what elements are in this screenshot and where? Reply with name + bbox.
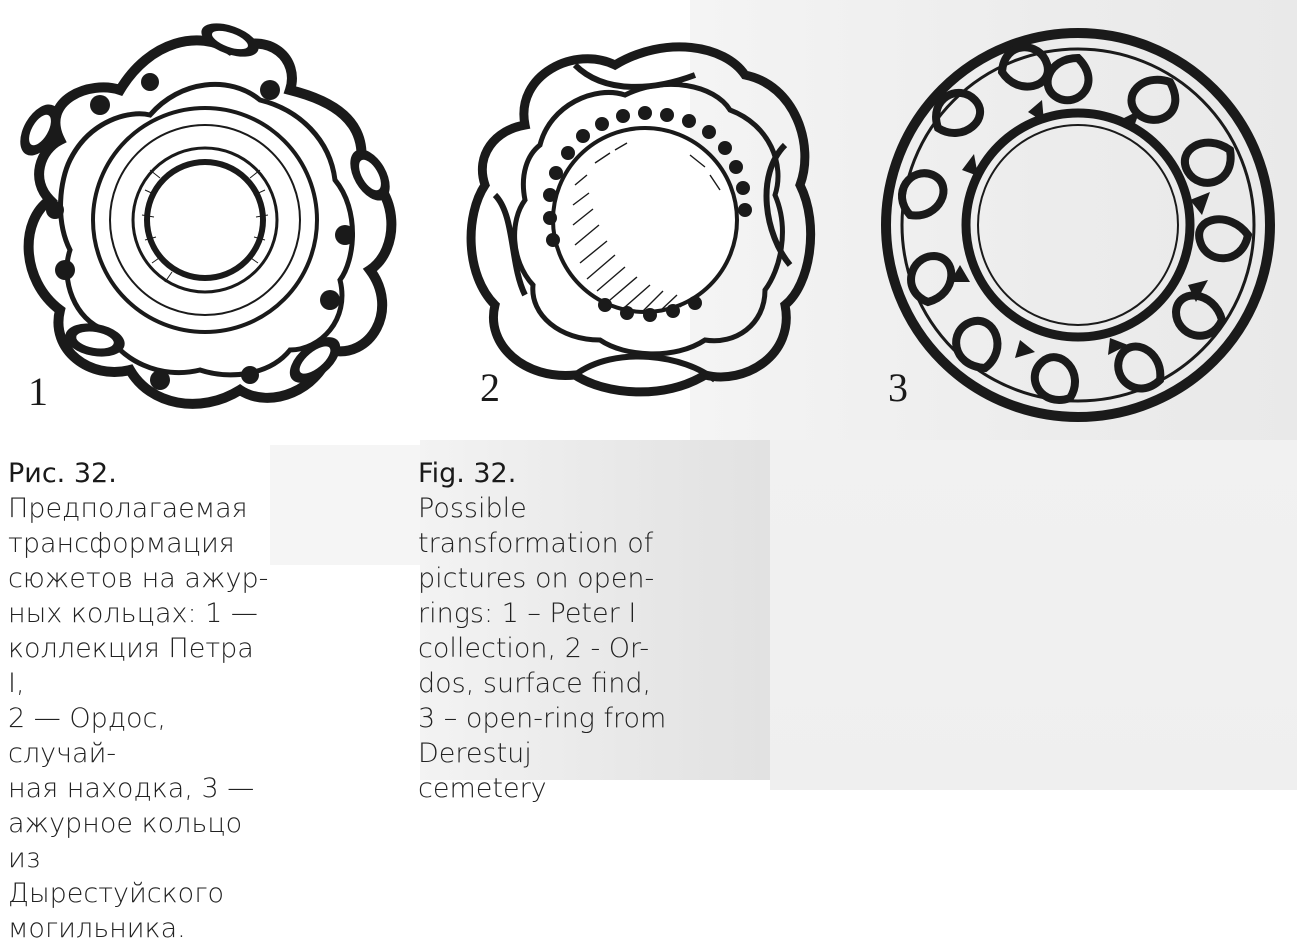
- caption-english-text: Possible transformation of pictures on open- rings: 1 – Peter I collection, 2 - Or- dos, surface find, 3 – open-ring from Derestuj cemetery: [418, 493, 667, 804]
- caption-english: [418, 456, 668, 806]
- figure-number-3: 3: [888, 365, 908, 410]
- caption-russian-text: Предполагаемая трансформация сюжетов на ажур- ных кольцах: 1 — коллекция Петра I, 2 — Ордос, случай- ная находка, 3 — ажурное кольцо из Дырестуйского могильника.: [8, 493, 269, 944]
- caption-english-heading: Fig. 32.: [418, 458, 517, 489]
- caption-russian-heading: Рис. 32.: [8, 458, 117, 489]
- figure-number-2: 2: [480, 365, 500, 410]
- ring-ordos-illustration: [455, 35, 835, 405]
- caption-russian: [8, 456, 278, 946]
- scan-background-left: [270, 445, 420, 565]
- ring-derestuj-illustration: [870, 20, 1290, 430]
- ring-peter-collection-illustration: [0, 20, 420, 420]
- figure-number-1: 1: [28, 369, 48, 414]
- scan-background-right: [770, 440, 1297, 790]
